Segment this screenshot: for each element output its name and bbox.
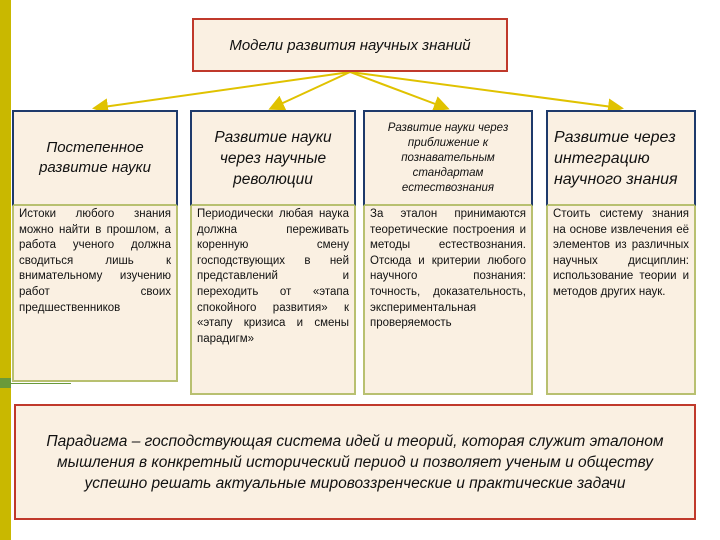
column-1-body: Истоки любого знания можно найти в прошлом, а работа ученого должна сводиться лишь к внимательному изучению работ своих предшественников <box>12 206 178 382</box>
paradigm-definition: Парадигма – господствующая система идей и теорий, которая служит эталоном мышления в конкретный исторический период и позволяет ученым и обществу успешно решать актуальные мировоззренческие и практические задачи <box>14 404 696 520</box>
column-1-header: Постепенное развитие науки <box>12 110 178 206</box>
column-4-header: Развитие через интеграцию научного знания <box>546 110 696 206</box>
column-2-header: Развитие науки через научные революции <box>190 110 356 206</box>
diagram-title: Модели развития научных знаний <box>192 18 508 72</box>
column-3-header: Развитие науки через приближение к познавательным стандартам естествознания <box>363 110 533 206</box>
arrow-to-col4 <box>350 72 620 108</box>
column-3-body: За эталон принимаются теоретические построения и методы естествознания. Отсюда и критерии любого научного познания: точность, доказательность, экспериментальная проверяемость <box>363 206 533 395</box>
column-4-body: Стоить систему знания на основе извлечения её элементов из различных научных дисциплин: использование теории и методов других наук. <box>546 206 696 395</box>
column-2-body: Периодически любая наука должна переживать коренную смену господствующих в ней представлений и переходить от «этапа спокойного развития» к «этапу кризиса и смены парадигм» <box>190 206 356 395</box>
